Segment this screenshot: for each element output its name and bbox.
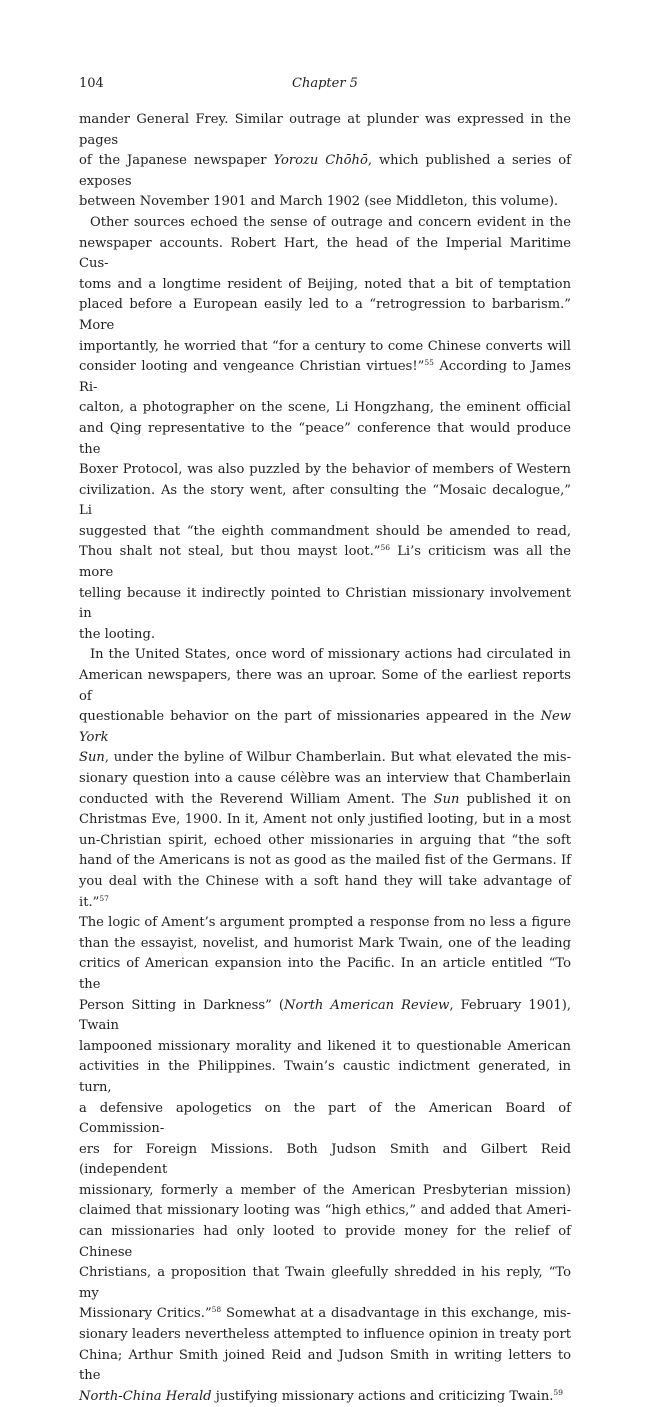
footnote-marker: 57 <box>99 893 109 903</box>
text-line <box>79 769 571 790</box>
text-line <box>79 666 571 707</box>
text-line <box>79 337 571 358</box>
text-run: Thou shalt not steal, but thou mayst loot.” <box>79 544 381 560</box>
text-line <box>79 1099 571 1140</box>
text-line <box>79 790 571 811</box>
text-line <box>79 419 571 460</box>
italic-text: Yorozu Chōhō <box>273 153 368 169</box>
text-run: mander General Frey. Similar outrage at plunder was expressed in the pages <box>79 112 571 148</box>
text-run: American newspapers, there was an uproar. Some of the earliest reports of <box>79 668 571 704</box>
text-line <box>79 913 571 934</box>
text-line <box>79 295 571 336</box>
text-line <box>79 1057 571 1098</box>
text-line <box>79 1222 571 1263</box>
text-line <box>79 1181 571 1202</box>
text-run: According to James Ri- <box>79 359 571 395</box>
text-run: missionary, formerly a member of the American Presbyterian mission) <box>79 1182 571 1198</box>
text-line <box>79 1304 571 1325</box>
text-run: China; Arthur Smith joined Reid and Judson Smith in writing letters to the <box>79 1347 571 1384</box>
text-run: placed before a European easily led to a “retrogression to barbarism.” More <box>79 297 571 333</box>
text-line <box>79 213 571 234</box>
italic-text: Sun <box>433 791 460 807</box>
italic-text: New York <box>79 709 571 745</box>
text-run: un-Christian spirit, echoed other missionaries in arguing that “the soft <box>79 832 571 848</box>
italic-text: North-China Herald <box>79 1388 212 1404</box>
text-line <box>79 645 571 666</box>
text-run: and Qing representative to the “peace” conference that would produce the <box>79 420 571 457</box>
text-run: can missionaries had only looted to provide money for the relief of Chinese <box>79 1224 571 1260</box>
text-run: you deal with the Chinese with a soft hand they will take advantage of it.” <box>79 873 571 910</box>
text-line <box>79 851 571 872</box>
text-line <box>79 460 571 481</box>
text-run: conducted with the Reverend William Ament. The <box>79 791 434 807</box>
text-line <box>79 872 571 913</box>
text-run: sionary leaders nevertheless attempted to influence opinion in treaty port <box>79 1327 571 1343</box>
text-run: Person Sitting in Darkness” ( <box>79 997 284 1013</box>
text-line <box>79 542 571 583</box>
text-line <box>79 584 571 625</box>
italic-text: North American Review <box>284 997 450 1013</box>
text-line <box>79 275 571 296</box>
text-line <box>79 934 571 955</box>
text-line <box>79 357 571 398</box>
text-run: claimed that missionary looting was “high ethics,” and added that Ameri- <box>79 1203 571 1219</box>
text-line <box>79 1346 571 1387</box>
footnote-marker: 55 <box>424 358 434 368</box>
text-run: civilization. As the story went, after consulting the “Mosaic decalogue,” Li <box>79 482 571 519</box>
footnote-marker: 58 <box>211 1305 222 1315</box>
text-run: activities in the Philippines. Twain’s caustic indictment generated, in turn, <box>79 1059 571 1095</box>
text-line <box>79 1140 571 1181</box>
footnote-marker: 56 <box>380 543 391 553</box>
text-line <box>79 996 571 1037</box>
text-run: , February 1901), Twain <box>79 997 572 1034</box>
text-run: questionable behavior on the part of missionaries appeared in the <box>79 709 541 725</box>
text-line <box>79 481 571 522</box>
text-line <box>79 151 571 192</box>
text-run: Li’s criticism was all the more <box>79 544 571 581</box>
text-run: a defensive apologetics on the part of the American Board of Commission- <box>79 1100 571 1137</box>
text-run: Other sources echoed the sense of outrage and concern evident in the <box>90 214 571 230</box>
text-run: newspaper accounts. Robert Hart, the head of the Imperial Maritime Cus- <box>79 235 571 272</box>
text-line <box>79 707 571 748</box>
text-run: toms and a longtime resident of Beijing, noted that a bit of temptation <box>79 276 571 292</box>
text-run: In the United States, once word of missionary actions had circulated in <box>90 647 571 663</box>
text-run: telling because it indirectly pointed to Christian missionary involvement in <box>79 585 571 622</box>
text-line <box>79 625 571 646</box>
text-run: Somewhat at a disadvantage in this exchange, mis- <box>221 1306 571 1322</box>
text-run: hand of the Americans is not as good as the mailed fist of the Germans. If <box>79 853 571 869</box>
text-line <box>79 234 571 275</box>
text-run: published it on <box>459 791 571 807</box>
text-run: suggested that “the eighth commandment should be amended to read, <box>79 523 571 539</box>
text-run: , under the byline of Wilbur Chamberlain. But what elevated the mis- <box>104 750 571 766</box>
text-run: Christians, a proposition that Twain gleefully shredded in his reply, “To my <box>79 1265 571 1301</box>
text-line <box>79 748 571 769</box>
text-run: justifying missionary actions and criticizing Twain. <box>211 1388 554 1404</box>
text-line <box>79 192 571 213</box>
text-run: Christmas Eve, 1900. In it, Ament not only justified looting, but in a most <box>79 812 571 828</box>
text-line <box>79 831 571 852</box>
text-run: critics of American expansion into the Pacific. In an article entitled “To the <box>79 956 571 992</box>
text-run: , which published a series of exposes <box>79 153 571 189</box>
text-line <box>79 1263 571 1304</box>
text-run: between November 1901 and March 1902 (see Middleton, this volume). <box>79 194 559 210</box>
italic-text: Sun <box>79 750 105 766</box>
text-run: the looting. <box>79 626 155 642</box>
text-line <box>79 1201 571 1222</box>
chapter-title: Chapter 5 <box>292 76 358 91</box>
text-line <box>79 1037 571 1058</box>
text-run: The logic of Ament’s argument prompted a response from no less a figure <box>79 915 571 931</box>
paragraph <box>79 645 571 1407</box>
text-run: Missionary Critics.” <box>79 1306 212 1322</box>
body-text <box>79 110 571 1407</box>
text-run: ers for Foreign Missions. Both Judson Smith and Gilbert Reid (independent <box>79 1141 571 1178</box>
text-line <box>79 1325 571 1346</box>
text-line <box>79 1387 571 1407</box>
text-line <box>79 110 571 151</box>
text-run: consider looting and vengeance Christian virtues!” <box>79 359 425 375</box>
text-run: sionary question into a cause célèbre was an interview that Chamberlain <box>79 771 571 786</box>
text-run: of the Japanese newspaper <box>79 153 274 169</box>
text-line <box>79 522 571 543</box>
text-run: than the essayist, novelist, and humorist Mark Twain, one of the leading <box>79 935 571 951</box>
text-run: calton, a photographer on the scene, Li Hongzhang, the eminent official <box>79 400 571 416</box>
text-run: lampooned missionary morality and likened it to questionable American <box>79 1038 571 1054</box>
paragraph <box>79 110 571 213</box>
text-run: importantly, he worried that “for a century to come Chinese converts will <box>79 338 571 354</box>
text-run: Boxer Protocol, was also puzzled by the behavior of members of Western <box>79 462 571 478</box>
text-line <box>79 810 571 831</box>
footnote-marker: 59 <box>553 1387 563 1397</box>
page-number: 104 <box>79 76 104 91</box>
text-line <box>79 398 571 419</box>
paragraph <box>79 213 571 645</box>
